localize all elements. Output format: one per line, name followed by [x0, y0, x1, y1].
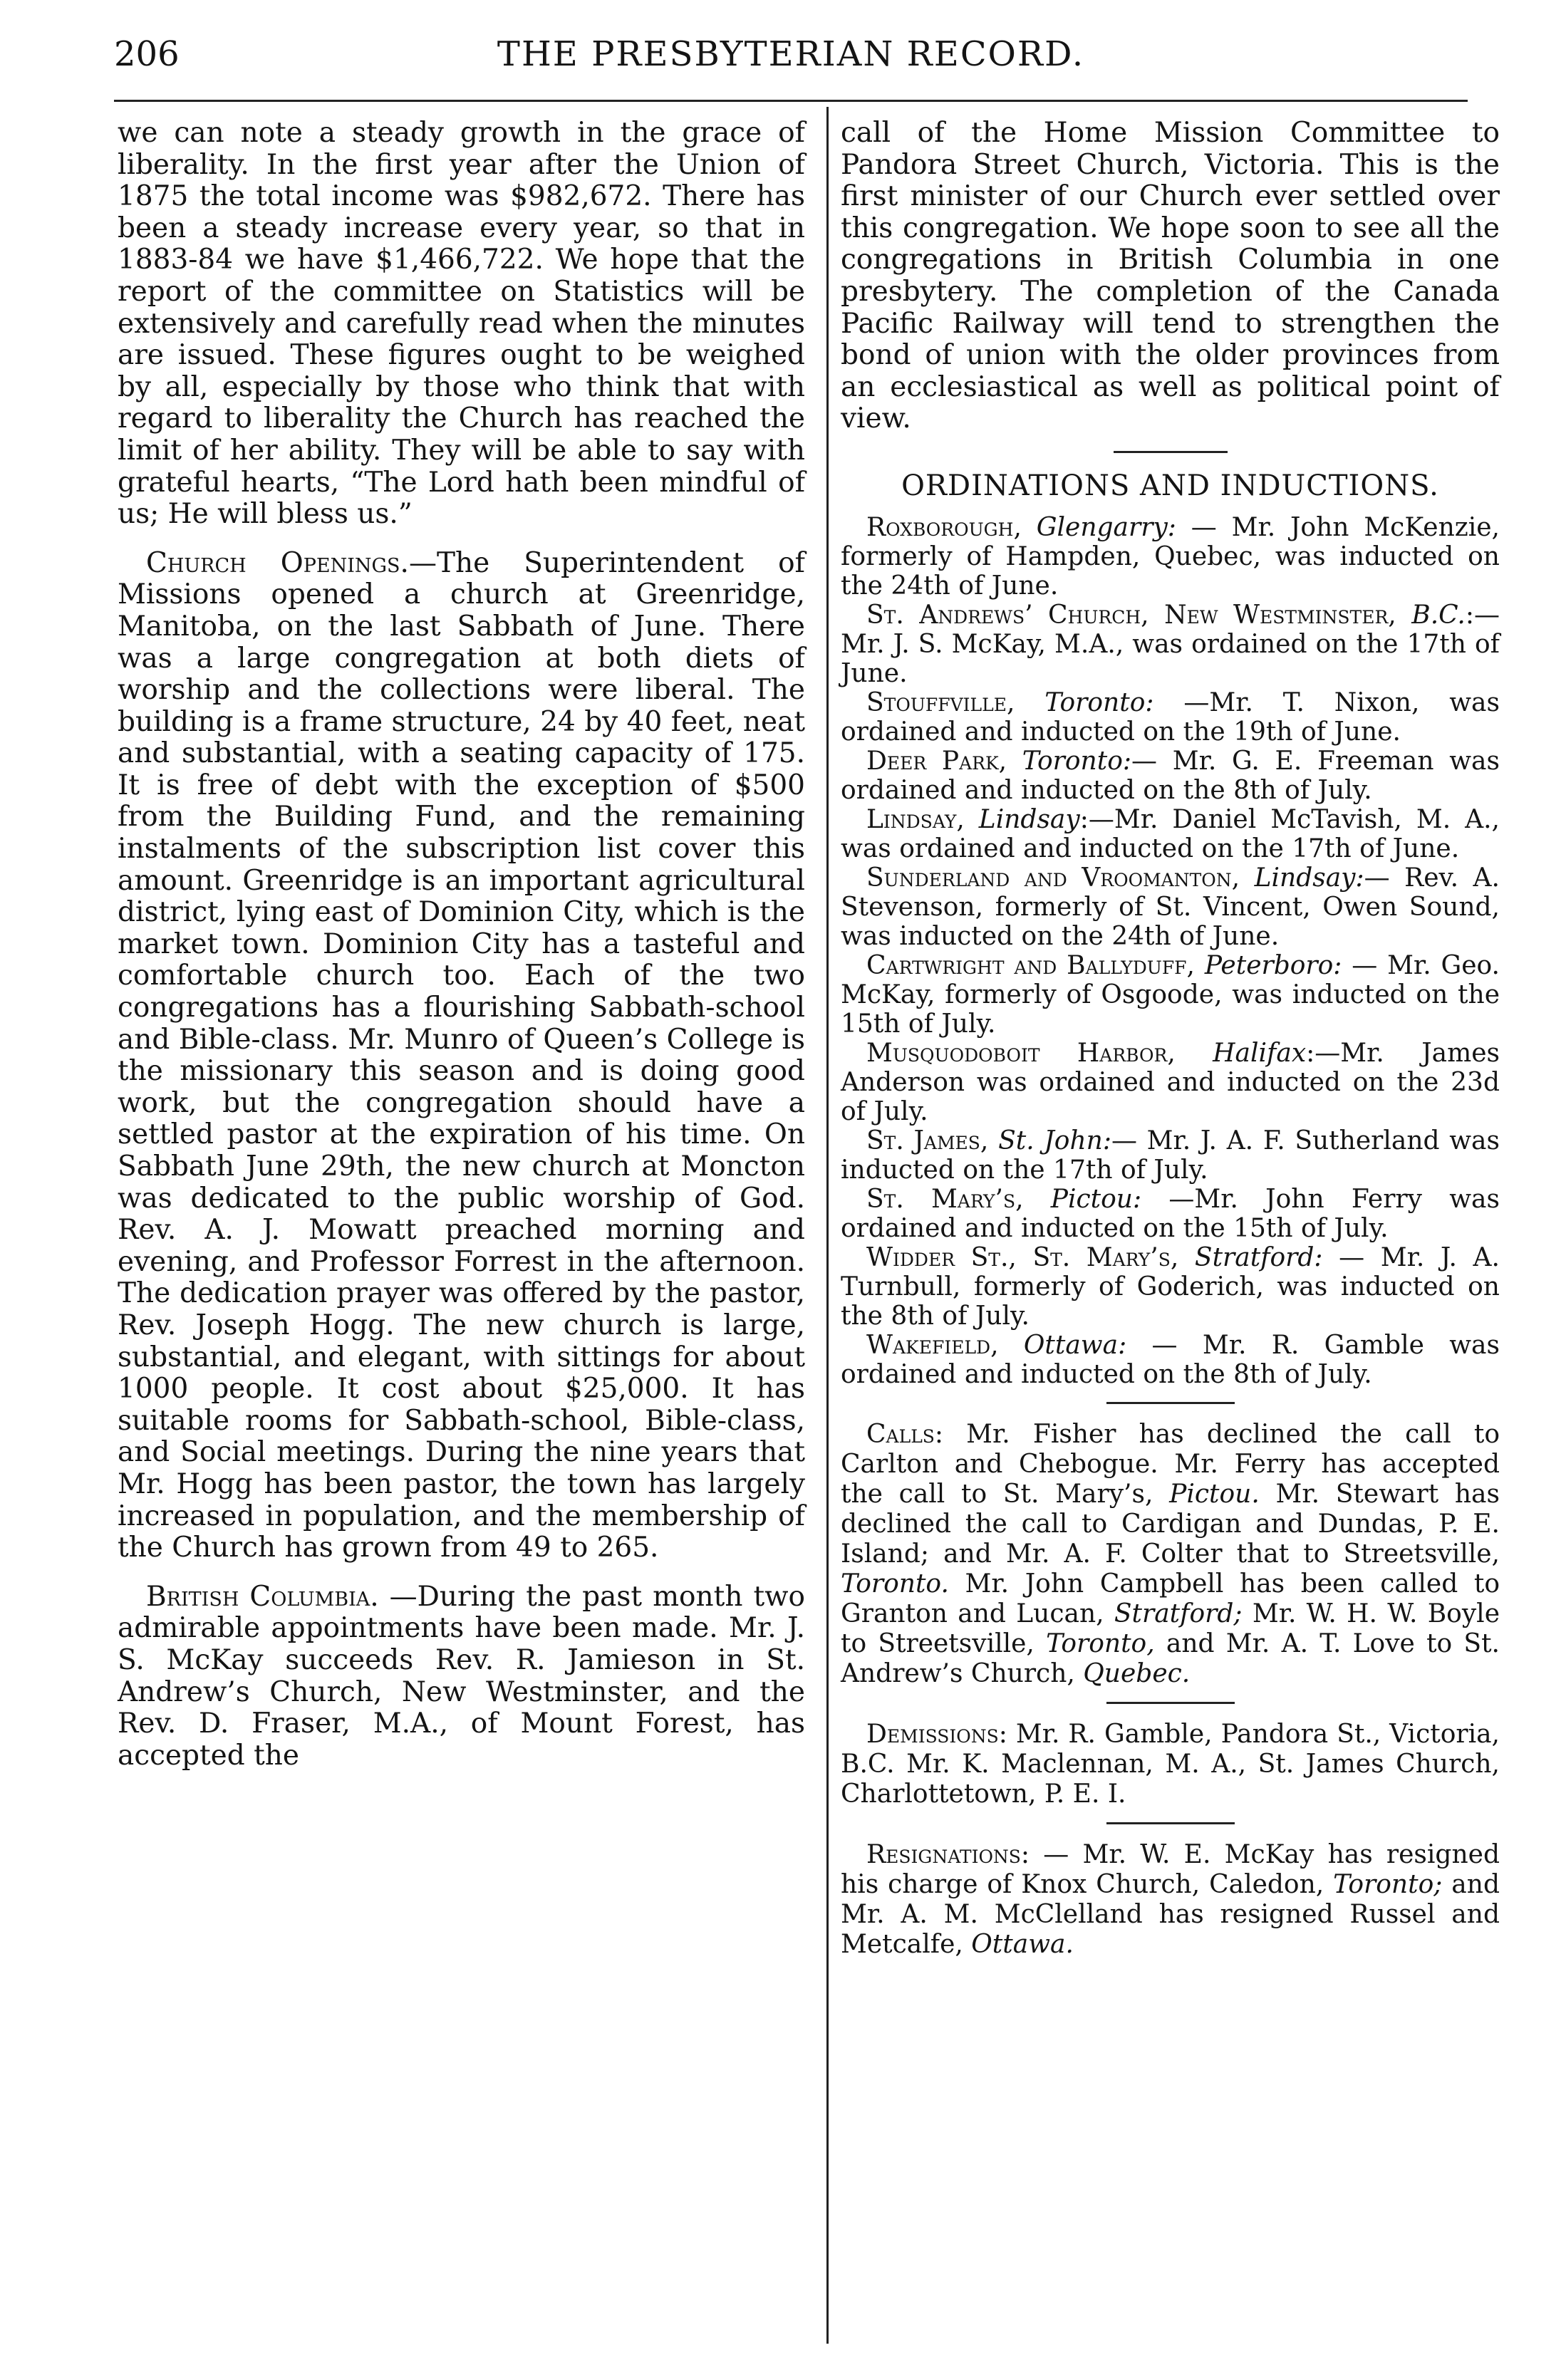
calls-text: Mr. Fisher has declined the call to Carlton and Chebogue. Mr. Ferry has accepted the call to St. Mary’s, [841, 1419, 1500, 1509]
calls-text: Mr. W. H. W. Boyle to Streetsville, [841, 1599, 1500, 1658]
entry-stouffville [841, 688, 1500, 747]
entry-place: Wakefield, [866, 1330, 999, 1360]
entry-st-james [841, 1126, 1500, 1185]
page-header [114, 28, 1468, 78]
demissions-heading: Demissions: [866, 1719, 1007, 1749]
paragraph-bc-continued: call of the Home Mission Committee to Pandora Street Church, Victoria. This is the first minister of our Church ever settled over this congregation. We hope soon to see all the congregations in British Columbia in one presbytery. The completion of the Canada Pacific Railway will tend to strengthen the bond of union with the older provinces from an ecclesiastical as well as political point of view. [841, 117, 1500, 435]
paragraph-gap [118, 531, 805, 548]
calls-place: Toronto, [1046, 1628, 1155, 1658]
entry-presbytery: Halifax [1213, 1038, 1307, 1068]
entry-text: — Mr. G. E. Freeman was ordained and inducted on the 8th of July. [841, 746, 1500, 805]
resignations-place: Toronto; [1333, 1869, 1443, 1899]
left-column [118, 118, 805, 1772]
entry-place: St. Mary’s, [866, 1184, 1024, 1214]
entry-lindsay [841, 805, 1500, 863]
entry-presbytery: Ottawa: [1023, 1330, 1127, 1360]
entry-text: — Rev. A. Stevenson, formerly of St. Vincent, Owen Sound, was inducted on the 24th of June. [841, 863, 1500, 951]
paragraph-gap [118, 1564, 805, 1581]
entry-place: St. James, [866, 1126, 989, 1155]
entry-place: Lindsay, [866, 804, 965, 834]
entry-place: Widder St., St. Mary’s, [866, 1242, 1179, 1272]
calls-text: Mr. John Campbell has been called to Granton and Lucan, [841, 1569, 1500, 1628]
entry-text: —Mr. John Ferry was ordained and inducted on the 15th of July. [841, 1184, 1500, 1243]
entry-place: Musquodoboit Harbor, [866, 1038, 1176, 1068]
entry-sunderland [841, 863, 1500, 951]
british-columbia-body: —During the past month two admirable appointments have been made. Mr. J. S. McKay succeeds Rev. R. Jamieson in St. Andrew’s Church, New Westminster, and the Rev. D. Fraser, M.A., of Mount Forest, has accepted the [118, 1580, 805, 1772]
paragraph-liberality: we can note a steady growth in the grace of liberality. In the first year after the Union of 1875 the total income was $982,672. There has been a steady increase every year, so that in 1883-84 we have $1,466,722. We hope that the report of the committee on Statistics will be extensively and carefully read when the minutes are issued. These figures ought to be weighed by all, especially by those who think that with regard to liberality the Church has reached the limit of her ability. They will be able to say with grateful hearts, “The Lord hath been mindful of us; He will bless us.” [118, 117, 805, 531]
entry-place: St. Andrews’ Church, New Westminster, [866, 600, 1396, 630]
resignations-text: — Mr. W. E. McKay has resigned his charge of Knox Church, Caledon, [841, 1839, 1500, 1899]
entry-st-marys [841, 1185, 1500, 1243]
calls-text: and Mr. A. T. Love to St. Andrew’s Church, [841, 1628, 1500, 1688]
entry-presbytery: Glengarry: [1036, 512, 1176, 542]
calls-place: Toronto. [841, 1569, 949, 1599]
church-openings-body: —The Superintendent of Missions opened a church at Greenridge, Manitoba, on the last Sabbath of June. There was a large congregation at both diets of worship and the collections were liberal. The building is a frame structure, 24 by 40 feet, neat and substantial, with a seating capacity of 175. It is free of debt with the exception of $500 from the Building Fund, and the remaining instalments of the subscription list cover this amount. Greenridge is an important agricultural district, lying east of Dominion City, which is the market town. Dominion City has a tasteful and comfortable church too. Each of the two congregations has a flourishing Sabbath-school and Bible-class. Mr. Munro of Queen’s College is the missionary this season and is doing good work, but the congregation should have a settled pastor at the expiration of his time. On Sabbath June 29th, the new church at Moncton was dedicated to the public worship of God. Rev. A. J. Mowatt preached morning and evening, and Professor Forrest in the afternoon. The dedication prayer was offered by the pastor, Rev. Joseph Hogg. The new church is large, substantial, and elegant, with sittings for about 1000 people. It cost about $25,000. It has suitable rooms for Sabbath-school, Bible-class, and Social meetings. During the nine years that Mr. Hogg has been pastor, the town has largely increased in population, and the membership of the Church has grown from 49 to 265. [118, 546, 805, 1564]
section-divider [1114, 451, 1228, 453]
page-number: 206 [114, 34, 180, 74]
entry-new-westminster [841, 601, 1500, 688]
column-divider [826, 107, 829, 2344]
entry-presbytery: B.C. [1411, 600, 1466, 630]
entry-presbytery: Lindsay [978, 804, 1080, 834]
header-rule [114, 100, 1468, 102]
entry-text: :—Mr. J. S. McKay, M.A., was ordained on the 17th of June. [841, 600, 1500, 688]
paragraph-resignations [841, 1840, 1500, 1960]
entry-place: Deer Park, [866, 746, 1007, 776]
entry-presbytery: Stratford: [1194, 1242, 1323, 1272]
entry-place: Cartwright and Ballyduff, [866, 950, 1195, 980]
resignations-place: Ottawa. [971, 1929, 1074, 1959]
entry-wakefield [841, 1331, 1500, 1389]
entry-presbytery: St. John: [998, 1126, 1111, 1155]
entry-presbytery: Toronto: [1044, 687, 1154, 717]
right-column [841, 118, 1500, 1960]
section-divider [1106, 1402, 1235, 1404]
demissions-text: Mr. R. Gamble, Pandora St., Victoria, B.C. Mr. K. Maclennan, M. A., St. James Church, Charlottetown, P. E. I. [841, 1719, 1500, 1809]
british-columbia-heading: British Columbia. [146, 1580, 379, 1613]
entry-cartwright [841, 951, 1500, 1039]
paragraph-british-columbia [118, 1581, 805, 1772]
paragraph-calls [841, 1420, 1500, 1689]
entry-presbytery: Lindsay: [1254, 863, 1364, 893]
calls-place: Stratford; [1114, 1599, 1243, 1628]
entry-place: Stouffville, [866, 687, 1015, 717]
entry-text: — Mr. J. A. F. Sutherland was inducted on the 17th of July. [841, 1126, 1500, 1185]
calls-heading: Calls: [866, 1419, 944, 1449]
calls-text: Mr. Stewart has declined the call to Cardigan and Dundas, P. E. Island; and Mr. A. F. Colter that to Streetsville, [841, 1479, 1500, 1569]
resignations-text: and Mr. A. M. McClelland has resigned Russel and Metcalfe, [841, 1869, 1500, 1959]
section-divider [1106, 1822, 1235, 1824]
entry-presbytery: Toronto: [1022, 746, 1132, 776]
calls-place: Pictou. [1169, 1479, 1260, 1509]
paragraph-church-openings [118, 548, 805, 1564]
resignations-heading: Resignations: [866, 1839, 1030, 1869]
church-openings-heading: Church Openings. [146, 546, 409, 579]
entry-text: :—Mr. Daniel McTavish, M. A., was ordained and inducted on the 17th of June. [841, 804, 1500, 863]
entry-place: Roxborough, [866, 512, 1022, 542]
entry-presbytery: Pictou: [1050, 1184, 1142, 1214]
paragraph-demissions [841, 1720, 1500, 1809]
entry-roxborough [841, 513, 1500, 601]
entry-text: — Mr. R. Gamble was ordained and inducted on the 8th of July. [841, 1330, 1500, 1389]
entry-text: — Mr. John McKenzie, formerly of Hampden, Quebec, was inducted on the 24th of June. [841, 512, 1500, 601]
entry-text: —Mr. T. Nixon, was ordained and inducted on the 19th of June. [841, 687, 1500, 747]
section-divider [1106, 1702, 1235, 1704]
entry-widder-st [841, 1243, 1500, 1331]
entry-text: :—Mr. James Anderson was ordained and inducted on the 23d of July. [841, 1038, 1500, 1126]
entry-musquodoboit [841, 1039, 1500, 1126]
entry-text: — Mr. J. A. Turnbull, formerly of Goderich, was inducted on the 8th of July. [841, 1242, 1500, 1331]
entry-presbytery: Peterboro: [1204, 950, 1342, 980]
journal-title: THE PRESBYTERIAN RECORD. [497, 34, 1085, 74]
entry-deer-park [841, 747, 1500, 805]
entry-text: — Mr. Geo. McKay, formerly of Osgoode, was inducted on the 15th of July. [841, 950, 1500, 1039]
calls-place: Quebec. [1083, 1658, 1191, 1688]
entry-place: Sunderland and Vroomanton, [866, 863, 1240, 893]
ordinations-heading: ORDINATIONS AND INDUCTIONS. [901, 469, 1439, 502]
